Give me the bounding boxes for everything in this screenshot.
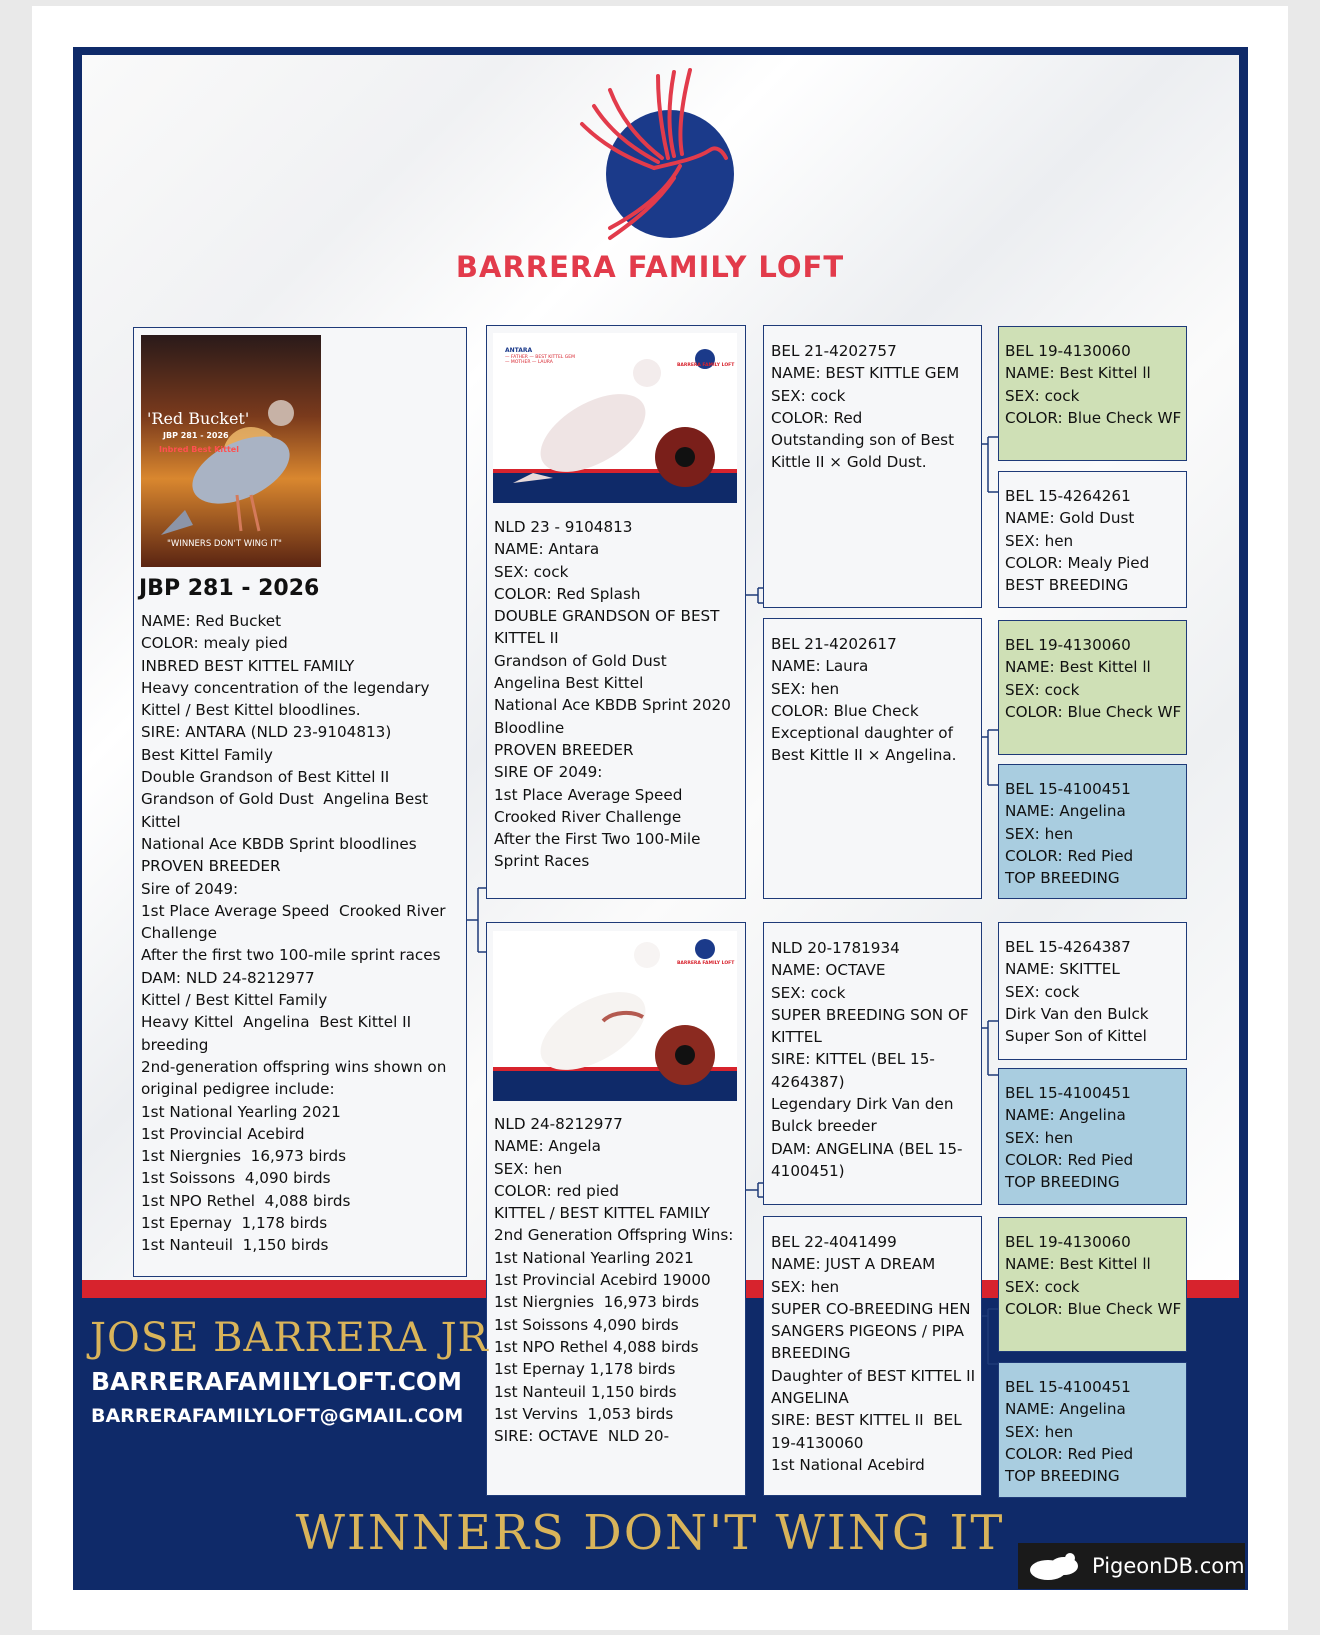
pigeondb-text: PigeonDB.com (1092, 1554, 1245, 1578)
great-grandparent-details: BEL 15-4264261 NAME: Gold Dust SEX: hen COLOR: Mealy Pied BEST BREEDING (1005, 487, 1150, 595)
brand-title: BARRERA FAMILY LOFT (455, 250, 845, 284)
dam-photo (493, 931, 737, 1101)
sire-photo-lines: — FATHER — BEST KITTEL GEM — MOTHER — LAURA (505, 355, 575, 365)
grandparent-card (763, 1216, 982, 1496)
great-grandparent-details: BEL 15-4100451 NAME: Angelina SEX: hen COLOR: Red Pied TOP BREEDING (1005, 1378, 1134, 1486)
pigeon-icon (493, 931, 737, 1101)
photo-ring: JBP 281 - 2026 (163, 431, 229, 440)
motto: WINNERS DON'T WING IT (295, 1505, 1005, 1561)
photo-motto: "WINNERS DON'T WING IT" (167, 539, 282, 549)
dam-card (486, 922, 746, 1496)
grandparent-details: NLD 20-1781934 NAME: OCTAVE SEX: cock SUPER BREEDING SON OF KITTEL SIRE: KITTEL (BEL 15-4264387) Legendary Dirk Van den Bulck breeder DAM: ANGELINA (BEL 15-4100451) (771, 939, 969, 1180)
grandparent-card (763, 922, 982, 1205)
dam-photo-brand: BARRERA FAMILY LOFT (677, 961, 735, 966)
subject-card (133, 327, 467, 1277)
subject-photo (141, 335, 321, 567)
sire-details: NLD 23 - 9104813 NAME: Antara SEX: cock COLOR: Red Splash DOUBLE GRANDSON OF BEST KITTEL II Grandson of Gold Dust Angelina Best Kittel National Ace KBDB Sprint 2020 Bloodline PROVEN BREEDER SIRE OF 2049: 1st Place Average Speed Crooked River Challenge After the First Two 100-Mile Sprint Races (494, 518, 731, 871)
grandparent-card (763, 618, 982, 899)
pigeondb-logo-icon (1026, 1548, 1086, 1584)
great-grandparent-details: BEL 15-4100451 NAME: Angelina SEX: hen COLOR: Red Pied TOP BREEDING (1005, 780, 1134, 888)
great-grandparent-card (998, 326, 1187, 461)
sire-photo (493, 333, 737, 503)
sire-photo-caption: ANTARA (505, 347, 533, 354)
loft-logo-icon (570, 62, 740, 252)
subject-details: NAME: Red Bucket COLOR: mealy pied INBRED BEST KITTEL FAMILY Heavy concentration of the legendary Kittel / Best Kittel bloodlines. SIRE: ANTARA (NLD 23-9104813) Best Kittel Family Double Grandson of Best Kittel II Grandson of Gold Dust Angelina Best Kittel National Ace KBDB Sprint bloodlines PROVEN BREEDER Sire of 2049: 1st Place Average Speed Crooked River Challenge After the first two 100-mile sprint races DAM: NLD 24-8212977 Kittel / Best Kittel Family Heavy Kittel Angelina Best Kittel II breeding 2nd-generation offspring wins shown on original pedigree include: 1st National Yearling 2021 1st Provincial Acebird 1st Niergnies 16,973 birds 1st Soissons 4,090 birds 1st NPO Rethel 4,088 birds 1st Epernay 1,178 birds 1st Nanteuil 1,150 birds (141, 612, 447, 1255)
great-grandparent-details: BEL 15-4264387 NAME: SKITTEL SEX: cock Dirk Van den Bulck Super Son of Kittel (1005, 938, 1149, 1046)
grandparent-details: BEL 21-4202757 NAME: BEST KITTLE GEM SEX: cock COLOR: Red Outstanding son of Best Kittle II × Gold Dust. (771, 342, 960, 472)
photo-subtitle: Inbred Best Kittel (159, 445, 239, 454)
great-grandparent-card (998, 620, 1187, 755)
great-grandparent-details: BEL 15-4100451 NAME: Angelina SEX: hen COLOR: Red Pied TOP BREEDING (1005, 1084, 1134, 1192)
great-grandparent-card (998, 1068, 1187, 1205)
great-grandparent-card (998, 471, 1187, 608)
email-link[interactable]: BARRERAFAMILYLOFT@GMAIL.COM (91, 1405, 464, 1427)
dam-details: NLD 24-8212977 NAME: Angela SEX: hen COLOR: red pied KITTEL / BEST KITTEL FAMILY 2nd Generation Offspring Wins: 1st National Yearling 2021 1st Provincial Acebird 19000 1st Niergnies 16,973 birds 1st Soissons 4,090 birds 1st NPO Rethel 4,088 birds 1st Epernay 1,178 birds 1st Nanteuil 1,150 birds 1st Vervins 1,053 birds SIRE: OCTAVE NLD 20- (494, 1115, 734, 1446)
subject-ring: JBP 281 - 2026 (139, 576, 320, 601)
pigeondb-watermark (1018, 1543, 1245, 1589)
sire-photo-brand: BARRERA FAMILY LOFT (677, 363, 735, 368)
grandparent-card (763, 325, 982, 608)
great-grandparent-details: BEL 19-4130060 NAME: Best Kittel ll SEX: cock COLOR: Blue Check WF (1005, 1233, 1182, 1318)
website-link[interactable]: BARRERAFAMILYLOFT.COM (91, 1367, 463, 1396)
great-grandparent-details: BEL 19-4130060 NAME: Best Kittel ll SEX: cock COLOR: Blue Check WF (1005, 342, 1182, 427)
great-grandparent-card (998, 922, 1187, 1060)
great-grandparent-card (998, 1362, 1187, 1498)
great-grandparent-details: BEL 19-4130060 NAME: Best Kittel ll SEX: cock COLOR: Blue Check WF (1005, 636, 1182, 721)
grandparent-details: BEL 22-4041499 NAME: JUST A DREAM SEX: hen SUPER CO-BREEDING HEN SANGERS PIGEONS / PIPA BREEDING Daughter of BEST KITTEL II ANGELINA SIRE: BEST KITTEL II BEL 19-4130060 1st National Acebird (771, 1233, 976, 1474)
sire-card (486, 325, 746, 899)
great-grandparent-card (998, 764, 1187, 899)
great-grandparent-card (998, 1217, 1187, 1352)
grandparent-details: BEL 21-4202617 NAME: Laura SEX: hen COLOR: Blue Check Exceptional daughter of Best Kittle II × Angelina. (771, 635, 957, 765)
photo-title: 'Red Bucket' (147, 409, 250, 428)
owner-name: JOSE BARRERA JR (90, 1315, 489, 1361)
